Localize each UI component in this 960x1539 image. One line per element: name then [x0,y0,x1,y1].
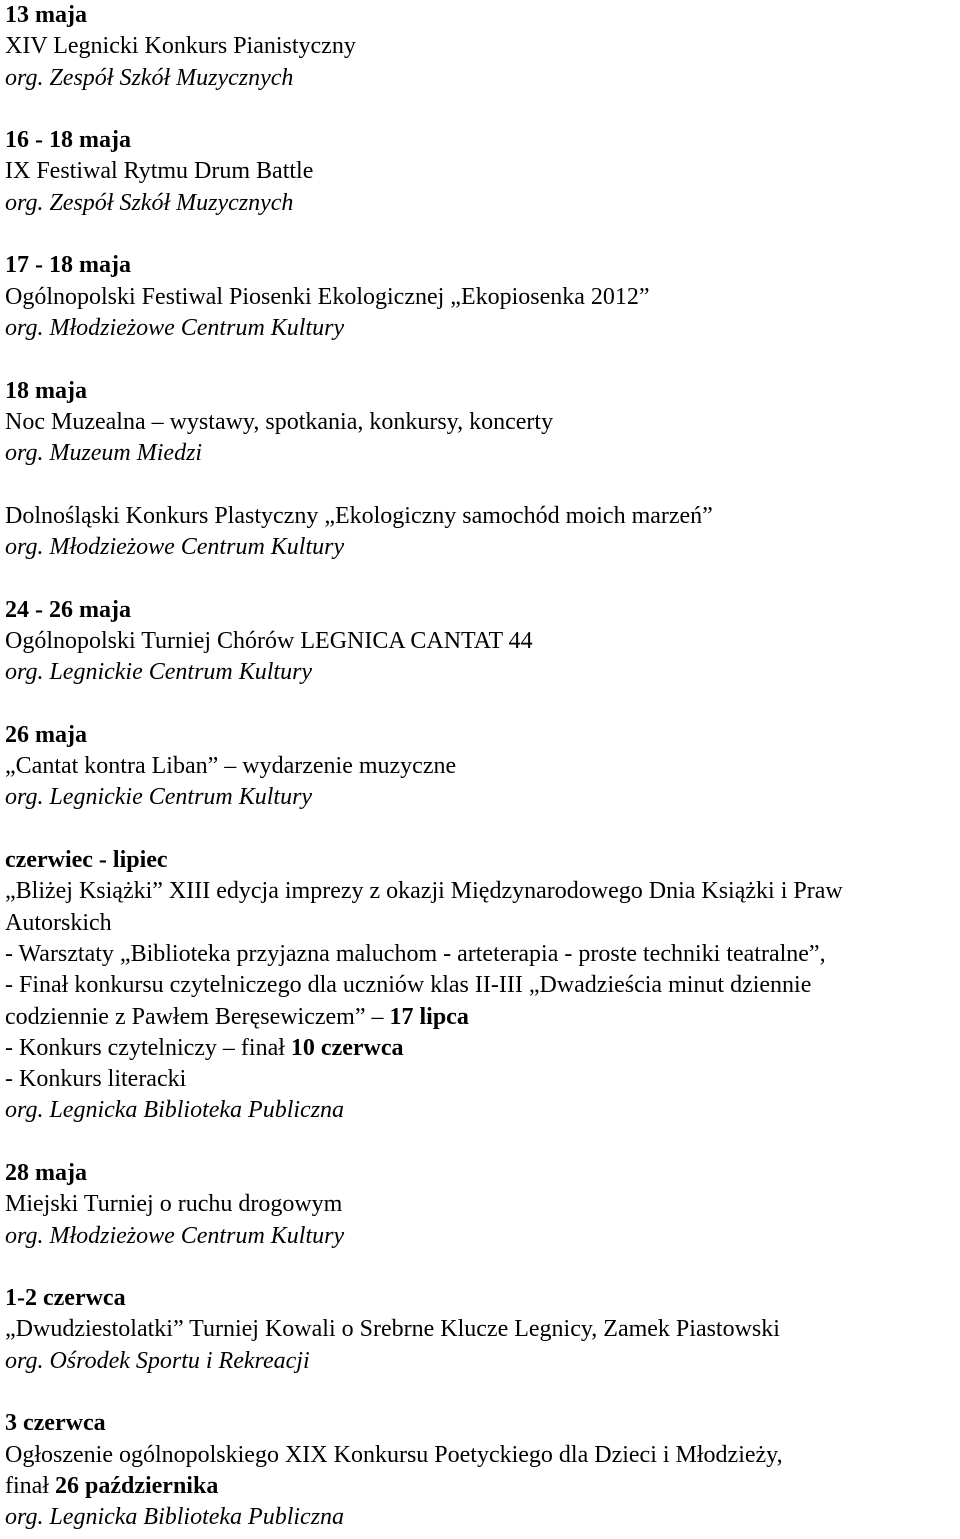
event-title: Dolnośląski Konkurs Plastyczny „Ekologiczny samochód moich marzeń” [5,502,713,529]
event-date: 18 maja [5,377,87,404]
description-text: - Konkurs czytelniczy – finał [5,1034,291,1061]
spacer [5,219,955,250]
spacer [5,689,955,720]
event-organizer: org. Legnicka Biblioteka Publiczna [5,1504,345,1531]
event-organizer: org. Młodzieżowe Centrum Kultury [5,534,345,561]
spacer [5,469,955,500]
event-date: 28 maja [5,1159,87,1186]
event-title: Noc Muzealna – wystawy, spotkania, konkursy, koncerty [5,408,554,435]
event-title: Miejski Turniej o ruchu drogowym [5,1191,343,1218]
event-description-line: - Finał konkursu czytelniczego dla uczniów klas II-III „Dwadzieścia minut dziennie [5,972,812,999]
description-text: codziennie z Pawłem Beręsewiczem” – [5,1003,390,1030]
event-description-line: - Warsztaty „Biblioteka przyjazna maluchom - arteterapia - proste techniki teatralne”, [5,940,826,967]
highlight-date: 10 czerwca [290,1034,404,1061]
event-description-line [5,1033,955,1064]
event-date: 16 - 18 maja [5,127,131,154]
event-date: 3 czerwca [5,1410,106,1437]
event-date: czerwiec - lipiec [5,847,168,874]
event-date: 13 maja [5,2,87,28]
event-description-line [5,1002,955,1033]
description-text: finał [5,1472,55,1499]
event-title: Ogólnopolski Festiwal Piosenki Ekologicznej „Ekopiosenka 2012” [5,283,650,310]
event-organizer: org. Legnickie Centrum Kultury [5,659,313,686]
event-date: 1-2 czerwca [5,1285,126,1312]
spacer [5,1252,955,1283]
spacer [5,563,955,594]
spacer [5,1377,955,1408]
event-organizer: org. Legnickie Centrum Kultury [5,784,313,811]
events-document [5,0,955,1534]
event-title: Ogłoszenie ogólnopolskiego XIX Konkursu Poetyckiego dla Dzieci i Młodzieży, [5,1441,783,1468]
event-title: „Dwudziestolatki” Turniej Kowali o Srebrne Klucze Legnicy, Zamek Piastowski [5,1316,780,1343]
event-title: IX Festiwal Rytmu Drum Battle [5,158,314,185]
highlight-date: 17 lipca [389,1003,469,1030]
spacer [5,814,955,845]
event-title-continued [5,1471,955,1502]
event-organizer: org. Legnicka Biblioteka Publiczna [5,1097,345,1124]
event-title: XIV Legnicki Konkurs Pianistyczny [5,33,356,60]
event-date: 26 maja [5,721,87,748]
event-description-line: „Bliżej Książki” XIII edycja imprezy z okazji Międzynarodowego Dnia Książki i Praw [5,878,843,905]
event-organizer: org. Młodzieżowe Centrum Kultury [5,1222,345,1249]
event-organizer: org. Zespół Szkół Muzycznych [5,189,294,216]
event-description-line: - Konkurs literacki [5,1066,187,1093]
event-organizer: org. Ośrodek Sportu i Rekreacji [5,1347,310,1374]
event-date: 24 - 26 maja [5,596,131,623]
event-organizer: org. Młodzieżowe Centrum Kultury [5,314,345,341]
spacer [5,344,955,375]
spacer [5,1127,955,1158]
spacer [5,94,955,125]
event-organizer: org. Zespół Szkół Muzycznych [5,64,294,91]
event-title: „Cantat kontra Liban” – wydarzenie muzyczne [5,753,457,780]
highlight-date: 26 października [54,1472,219,1499]
event-title: Ogólnopolski Turniej Chórów LEGNICA CANTAT 44 [5,627,533,654]
event-date: 17 - 18 maja [5,252,131,279]
event-organizer: org. Muzeum Miedzi [5,440,203,467]
event-description-line: Autorskich [5,909,112,936]
